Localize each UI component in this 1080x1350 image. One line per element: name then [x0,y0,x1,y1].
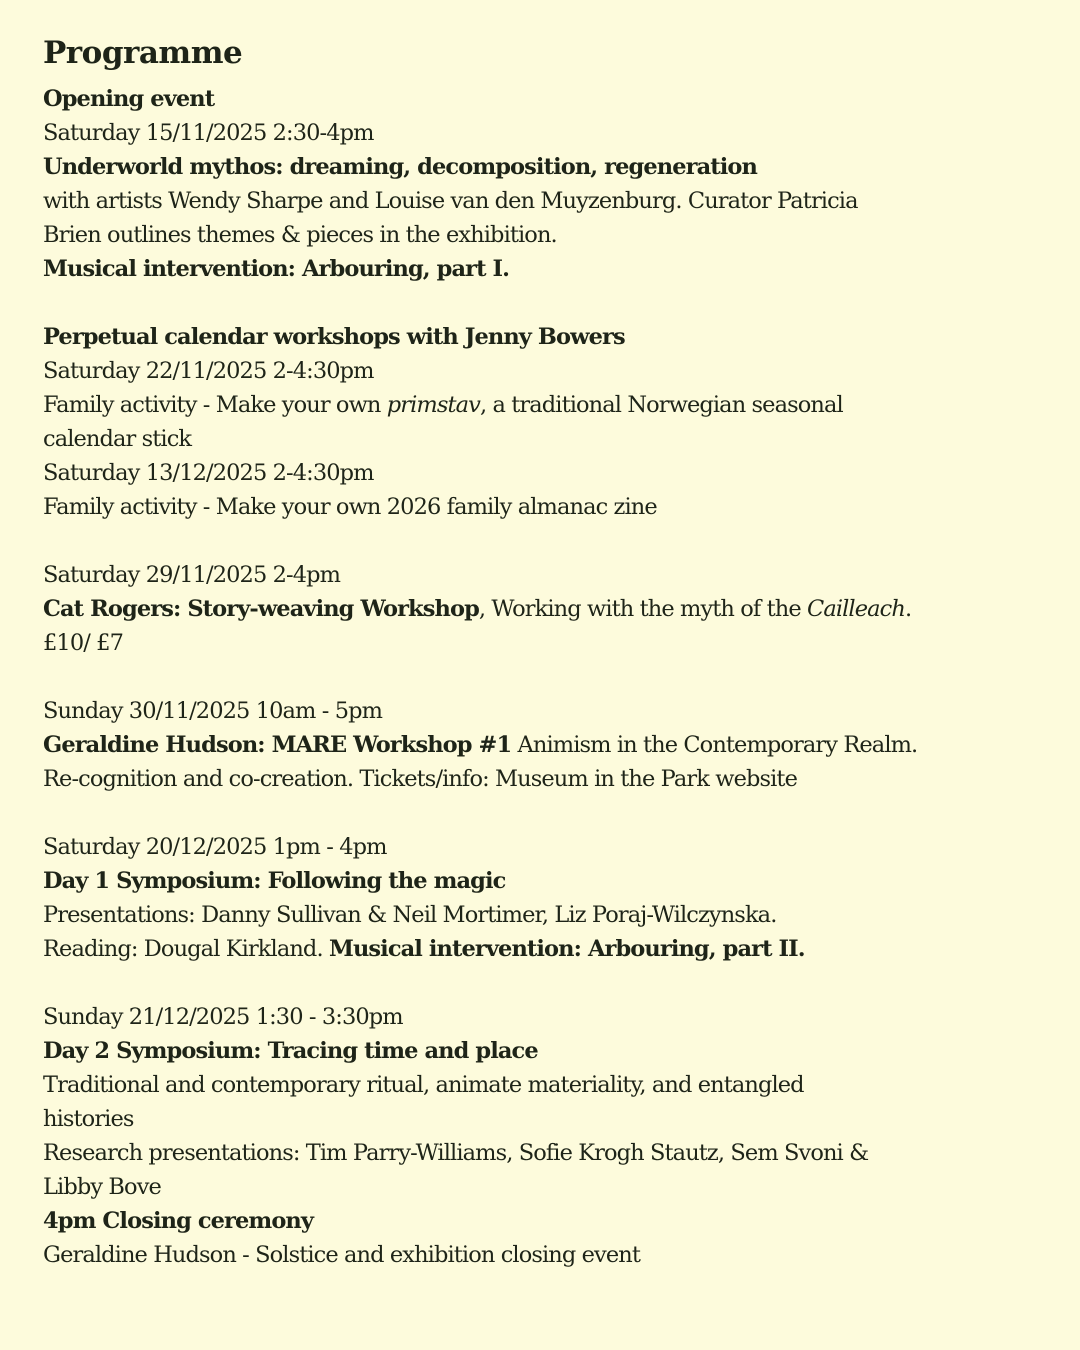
opening-description-line: Brien outlines themes & pieces in the exhibition. [43,222,557,248]
calendar-workshop-activity-1 [43,388,1053,422]
mare-workshop-title-line [43,728,1053,762]
story-weaving-title-line [43,592,1053,626]
calendar-workshop-date-2: Saturday 13/12/2025 2-4:30pm [43,460,374,486]
mare-workshop-desc: Animism in the Contemporary Realm. [511,732,918,758]
symposium-day2-research-cont: Libby Bove [43,1174,161,1200]
programme-document [43,30,1053,1272]
symposium-day1-presentations: Presentations: Danny Sullivan & Neil Mortimer, Liz Poraj-Wilczynska. [43,902,777,928]
mare-workshop-section [43,694,1053,796]
symposium-day1-music: Musical intervention: Arbouring, part II. [328,936,805,962]
calendar-workshop-activity-2: Family activity - Make your own 2026 family almanac zine [43,494,657,520]
activity-text: , a traditional Norwegian seasonal [480,392,843,418]
symposium-day2-research: Research presentations: Tim Parry-Williams, Sofie Krogh Stautz, Sem Svoni & [43,1140,869,1166]
symposium-day2-date: Sunday 21/12/2025 1:30 - 3:30pm [43,1004,403,1030]
symposium-day2-title: Day 2 Symposium: Tracing time and place [43,1038,538,1064]
section-spacer [43,660,1053,694]
activity-text: Family activity - Make your own [43,392,387,418]
primstav-term: primstav [386,392,480,418]
symposium-day1-date: Saturday 20/12/2025 1pm - 4pm [43,834,387,860]
opening-event-heading: Opening event [43,86,215,112]
story-weaving-title: Cat Rogers: Story-weaving Workshop [43,596,479,622]
symposium-day1-reading-line [43,932,1053,966]
closing-ceremony-description: Geraldine Hudson - Solstice and exhibition closing event [43,1242,641,1268]
calendar-workshop-date-1: Saturday 22/11/2025 2-4:30pm [43,358,374,384]
opening-description-line: with artists Wendy Sharpe and Louise van den Muyzenburg. Curator Patricia [43,188,858,214]
page-title: Programme [43,35,243,71]
story-weaving-section [43,558,1053,660]
section-spacer [43,524,1053,558]
cailleach-term: Cailleach [807,596,905,622]
symposium-day1-title: Day 1 Symposium: Following the magic [43,868,506,894]
section-spacer [43,796,1053,830]
story-weaving-date: Saturday 29/11/2025 2-4pm [43,562,341,588]
opening-talk-title: Underworld mythos: dreaming, decomposition, regeneration [43,154,757,180]
calendar-workshops-section [43,320,1053,524]
closing-ceremony-title: 4pm Closing ceremony [43,1208,314,1234]
mare-workshop-date: Sunday 30/11/2025 10am - 5pm [43,698,383,724]
opening-musical-intervention: Musical intervention: Arbouring, part I. [43,256,510,282]
story-weaving-desc: , Working with the myth of the [478,596,807,622]
symposium-day2-description: Traditional and contemporary ritual, animate materiality, and entangled [43,1072,804,1098]
section-spacer [43,966,1053,1000]
symposium-day2-section [43,1000,1053,1272]
symposium-day1-reading: Reading: Dougal Kirkland. [43,936,329,962]
opening-event-section [43,82,1053,286]
mare-workshop-title: Geraldine Hudson: MARE Workshop #1 [43,732,512,758]
story-weaving-price: £10/ £7 [43,630,124,656]
mare-workshop-info: Re-cognition and co-creation. Tickets/info: Museum in the Park website [43,766,797,792]
section-spacer [43,286,1053,320]
calendar-workshop-activity-1-cont: calendar stick [43,426,192,452]
symposium-day2-description-cont: histories [43,1106,134,1132]
calendar-workshops-heading: Perpetual calendar workshops with Jenny Bowers [43,324,625,350]
story-weaving-desc-end: . [904,596,912,622]
opening-event-date: Saturday 15/11/2025 2:30-4pm [43,120,374,146]
symposium-day1-section [43,830,1053,966]
